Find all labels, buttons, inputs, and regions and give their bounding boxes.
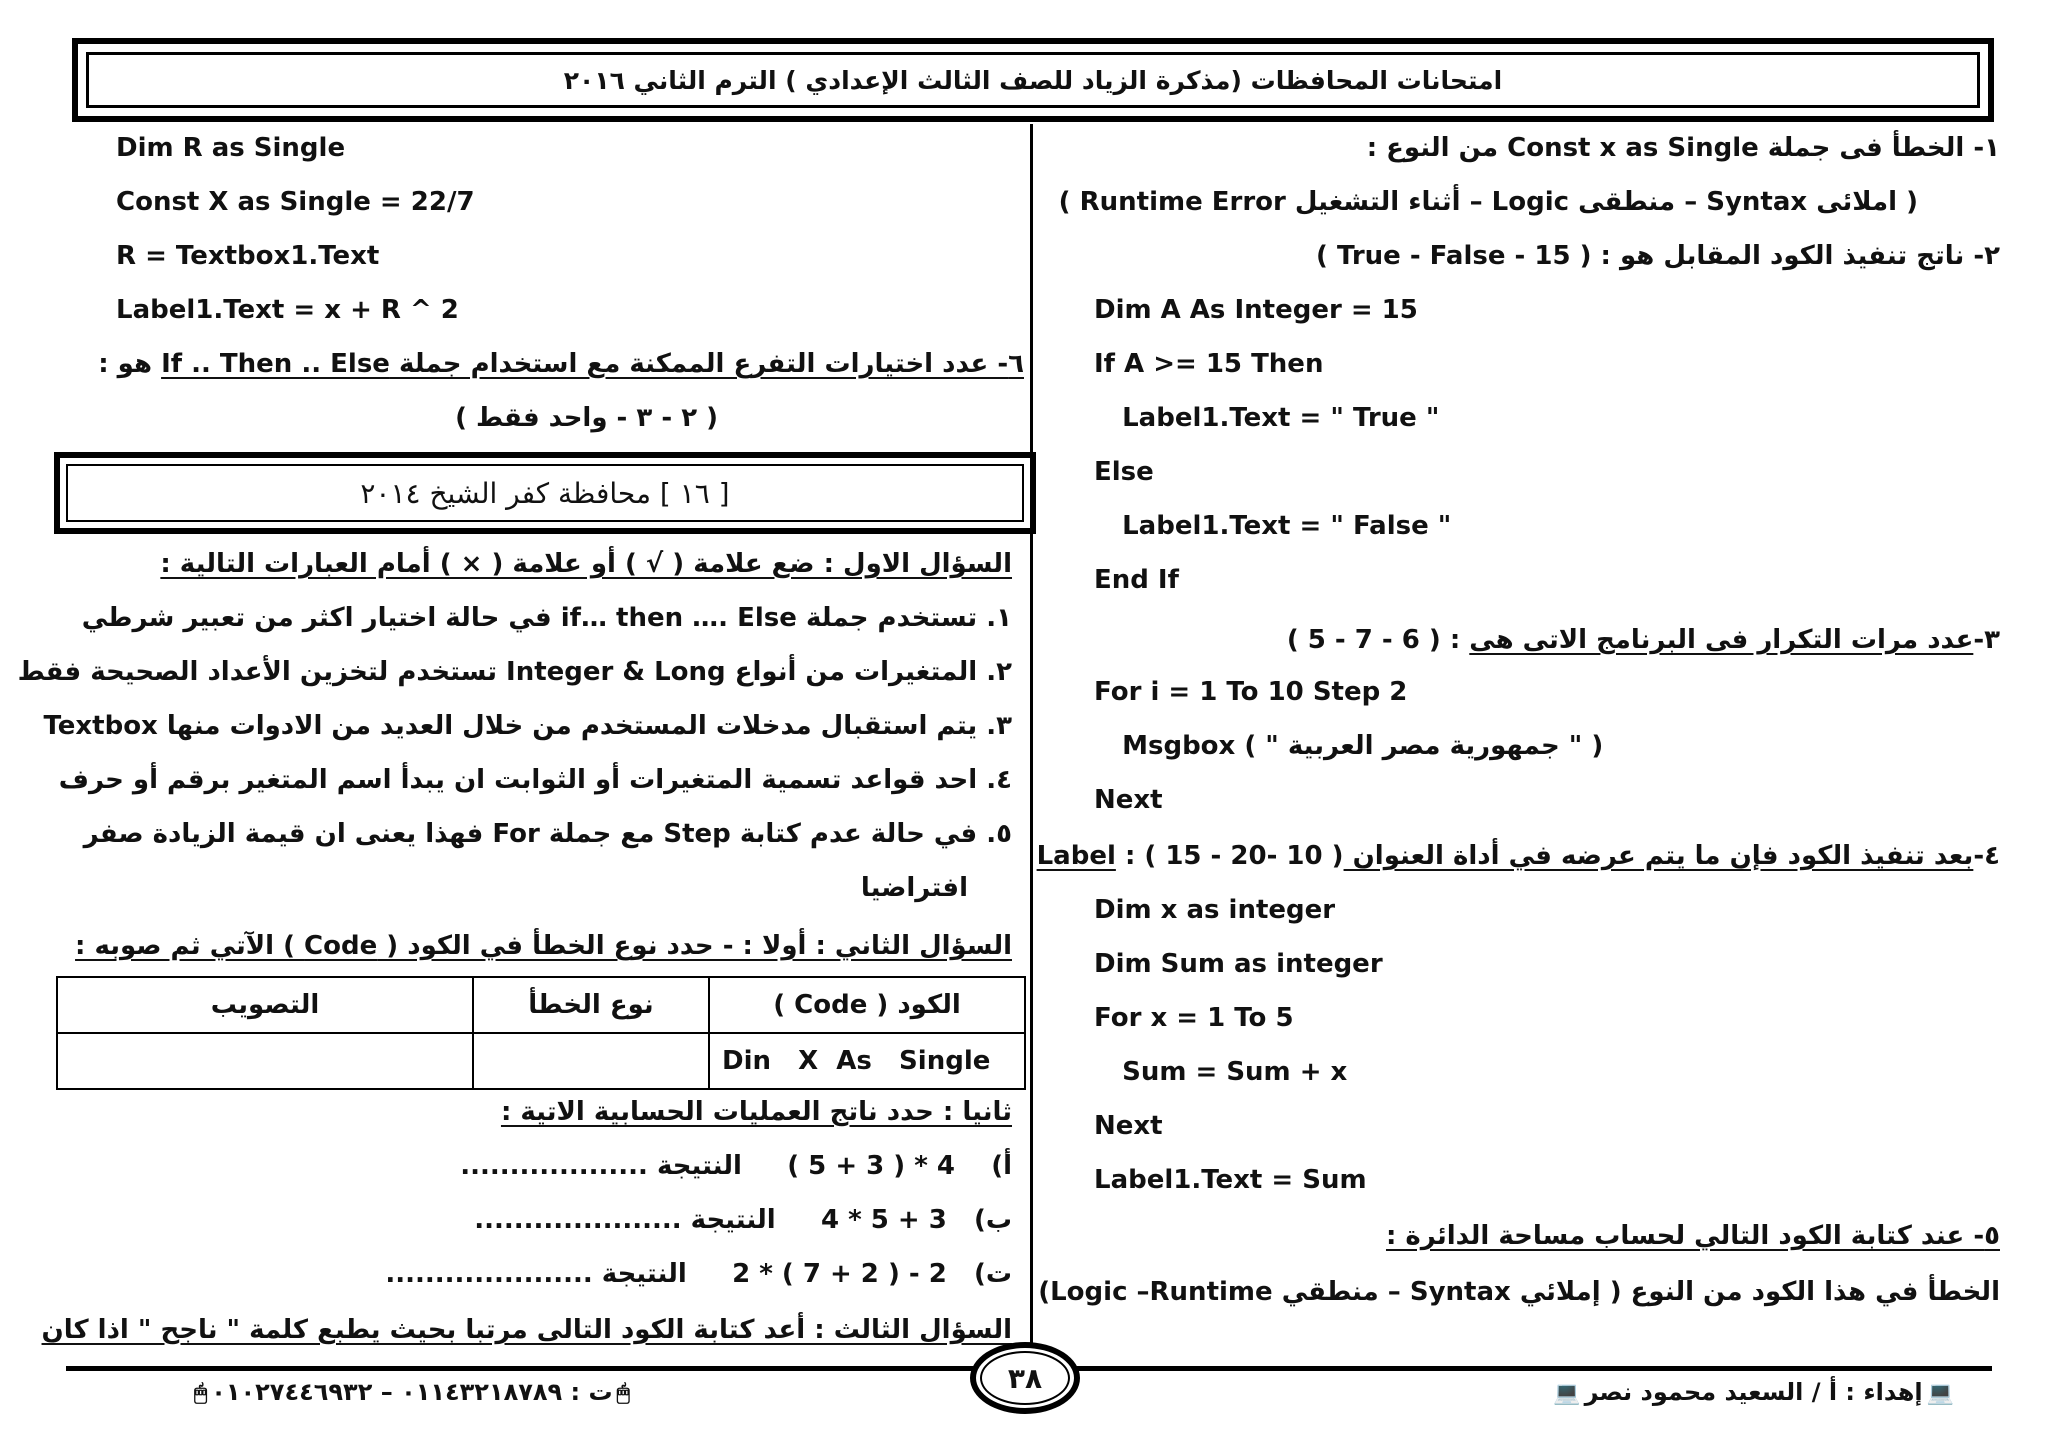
second-part-heading: ثانيا : حدد ناتج العمليات الحسابية الاتية :	[500, 1097, 1012, 1127]
question-6	[98, 344, 1024, 384]
page-number-badge	[970, 1342, 1080, 1414]
statement-5: ٥. في حالة عدم كتابة Step مع جملة For فهذا يعنى ان قيمة الزيادة صفر	[83, 819, 1012, 849]
table-header-row	[57, 977, 1025, 1033]
statement-1: ١. تستخدم جملة if… then …. Else في حالة اختيار اكثر من تعبير شرطي	[81, 603, 1012, 633]
code-line: For x = 1 To 5	[1094, 1003, 1294, 1033]
operation-a: أ) 4 * ( 3 + 5 ) النتيجة ...................	[460, 1151, 1012, 1181]
footer-phones	[190, 1378, 634, 1406]
statement-5-continuation: افتراضيا	[860, 873, 968, 903]
question-6-text: ٦- عدد اختيارات التفرع الممكنة مع استخدام جملة If .. Then .. Else	[161, 349, 1024, 379]
error-table	[56, 976, 1026, 1090]
question-4-number: ٤-	[1973, 841, 2000, 871]
second-question-heading: السؤال الثاني : أولا : - حدد نوع الخطأ في الكود ( Code ) الآتي ثم صوبه :	[75, 931, 1012, 961]
page-title: امتحانات المحافظات (مذكرة الزياد للصف الثالث الإعدادي ) الترم الثاني ٢٠١٦	[86, 52, 1980, 108]
statement-2: ٢. المتغيرات من أنواع Integer & Long تستخدم لتخزين الأعداد الصحيحة فقط	[17, 657, 1012, 687]
laptop-icon: 💻	[1553, 1381, 1581, 1406]
table-header-correction: التصويب	[57, 977, 473, 1033]
question-3-options: : ( 6 - 7 - 5 )	[1286, 625, 1461, 655]
question-2: ٢- ناتج تنفيذ الكود المقابل هو : ( True - False - 15 )	[1316, 241, 2000, 271]
phone-numbers: ت : ٠١١٤٣٢١٨٧٨٩ – ٠١٠٢٧٤٤٦٩٣٢	[211, 1378, 613, 1406]
question-4	[1037, 836, 2000, 876]
table-cell-error-type	[473, 1033, 709, 1089]
code-line: Dim x as integer	[1094, 895, 1336, 925]
question-5-options: الخطأ في هذا الكود من النوع ( إملائي Syntax – منطقي Logic –Runtime)	[1038, 1277, 2000, 1307]
first-question-heading: السؤال الاول : ضع علامة ( √ ) أو علامة ( × ) أمام العبارات التالية :	[160, 549, 1012, 579]
third-question-heading: السؤال الثالث : أعد كتابة الكود التالى مرتبا بحيث يطبع كلمة " ناجح " اذا كان	[41, 1315, 1012, 1345]
question-5: ٥- عند كتابة الكود التالي لحساب مساحة الدائرة :	[1385, 1221, 2000, 1251]
code-line: Dim Sum as integer	[1094, 949, 1383, 979]
code-line: Label1.Text = " False "	[1104, 511, 1452, 541]
table-header-code: الكود ( Code )	[709, 977, 1025, 1033]
question-1-options: ( املائى Syntax – منطقى Logic – أثناء التشغيل Runtime Error )	[1058, 187, 1918, 217]
code-line: Const X as Single = 22/7	[116, 187, 475, 217]
header-frame	[72, 38, 1994, 122]
dedication-text: إهداء : أ / السعيد محمود نصر	[1584, 1378, 1923, 1406]
table-cell-code: Din X As Single	[709, 1033, 1025, 1089]
code-line: End If	[1094, 565, 1179, 595]
question-6-suffix: هو :	[98, 349, 162, 379]
table-row	[57, 1033, 1025, 1089]
code-line: Msgbox ( " جمهورية مصر العربية " )	[1104, 731, 1604, 761]
question-4-text: بعد تنفيذ الكود فإن ما يتم عرضه في أداة العنوان Label	[1036, 841, 1974, 871]
code-line: R = Textbox1.Text	[116, 241, 380, 271]
code-line: Next	[1094, 1111, 1163, 1141]
code-line: If A >= 15 Then	[1094, 349, 1324, 379]
code-line: Sum = Sum + x	[1104, 1057, 1348, 1087]
question-1: ١- الخطأ فى جملة Const x as Single من النوع :	[1366, 133, 2000, 163]
code-line: For i = 1 To 10 Step 2	[1094, 677, 1408, 707]
operation-b: ب) 3 + 5 * 4 النتيجة .....................	[474, 1205, 1012, 1235]
section-box	[54, 452, 1036, 534]
code-line: Label1.Text = x + R ^ 2	[116, 295, 459, 325]
statement-3: ٣. يتم استقبال مدخلات المستخدم من خلال العديد من الادوات منها Textbox	[43, 711, 1012, 741]
question-6-options: ( ٢ - ٣ - واحد فقط )	[455, 403, 718, 433]
mouse-icon: 🖱	[616, 1381, 630, 1406]
code-line: Next	[1094, 785, 1163, 815]
question-3-text: عدد مرات التكرار فى البرنامج الاتى هى	[1469, 625, 1974, 655]
mouse-icon: 🖱	[194, 1381, 208, 1406]
table-cell-correction	[57, 1033, 473, 1089]
question-4-options: : ( 15 - 20- 10 )	[1124, 841, 1344, 871]
code-line: Dim R as Single	[116, 133, 346, 163]
laptop-icon: 💻	[1926, 1381, 1954, 1406]
code-line: Label1.Text = Sum	[1094, 1165, 1367, 1195]
code-line: Dim A As Integer = 15	[1094, 295, 1418, 325]
table-header-error-type: نوع الخطأ	[473, 977, 709, 1033]
section-title: [ ١٦ ] محافظة كفر الشيخ ٢٠١٤	[66, 464, 1024, 522]
question-3	[1287, 620, 2000, 660]
code-line: Else	[1094, 457, 1154, 487]
code-line: Label1.Text = " True "	[1104, 403, 1440, 433]
column-divider	[1030, 124, 1033, 1354]
question-3-number: ٣-	[1973, 625, 2000, 655]
footer-dedication	[1549, 1378, 1958, 1406]
page-number: ٣٨	[980, 1351, 1070, 1405]
operation-c: ت) 2 - ( 2 + 7 ) * 2 النتيجة .....................	[385, 1259, 1012, 1289]
statement-4: ٤. احد قواعد تسمية المتغيرات أو الثوابت ان يبدأ اسم المتغير برقم أو حرف	[58, 765, 1012, 795]
